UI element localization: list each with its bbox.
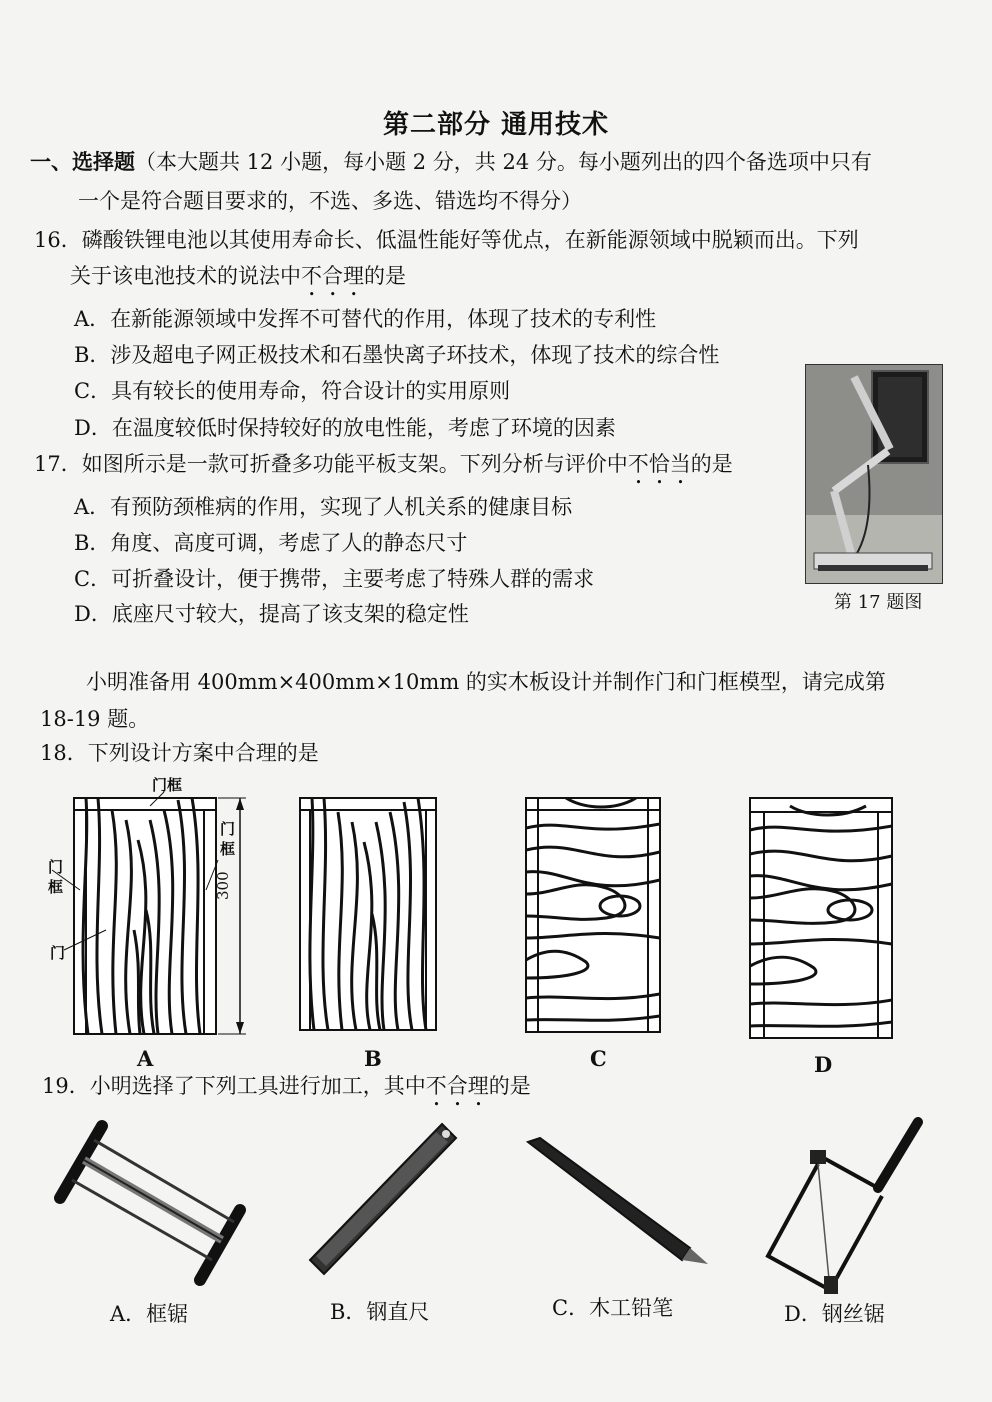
q18-label-frame-left-1: 门: [48, 858, 64, 876]
q16-stem-pre: 关于该电池技术的说法中: [70, 264, 301, 288]
intro-line-1: 小明准备用 400mm×400mm×10mm 的实木板设计并制作门和门框模型，请完成第: [86, 670, 886, 694]
q17-option-a[interactable]: A．有预防颈椎病的作用，实现了人机关系的健康目标: [74, 495, 573, 519]
tool-label-b: B．钢直尺: [330, 1300, 430, 1324]
q18-option-label-d: D: [814, 1052, 833, 1077]
tool-label-a: A．框锯: [110, 1302, 189, 1326]
q19-stem-post: 的是: [488, 1074, 531, 1098]
q18-label-dimension: 300: [214, 871, 232, 900]
section-head: 一、选择题: [30, 149, 135, 174]
q16-option-d[interactable]: D．在温度较低时保持较好的放电性能，考虑了环境的因素: [74, 416, 616, 440]
frame-saw-icon[interactable]: [50, 1118, 250, 1288]
section-desc-2: 一个是符合题目要求的，不选、多选、错选均不得分）: [78, 189, 582, 213]
q17-stem-pre: 17．如图所示是一款可折叠多功能平板支架。下列分析与评价中: [34, 452, 628, 476]
q19-stem-emph: 不合理: [425, 1074, 489, 1098]
q18-design-a[interactable]: [46, 780, 246, 1030]
q17-stem-emph: 不恰当: [627, 452, 691, 476]
q18-design-d[interactable]: [750, 798, 892, 1038]
q18-stem: 18．下列设计方案中合理的是: [40, 741, 319, 765]
q17-option-d[interactable]: D．底座尺寸较大，提高了该支架的稳定性: [74, 602, 469, 626]
steel-ruler-icon[interactable]: [306, 1122, 466, 1282]
q19-stem: [42, 1072, 531, 1111]
q18-label-frame-left-2: 框: [48, 878, 64, 896]
q16-option-a[interactable]: A．在新能源领域中发挥不可替代的作用，体现了技术的专利性: [74, 307, 657, 331]
q19-stem-pre: 19．小明选择了下列工具进行加工，其中: [42, 1074, 426, 1098]
q18-design-b[interactable]: [300, 798, 436, 1030]
q18-label-door: 门: [50, 944, 66, 962]
q17-stem-post: 的是: [690, 452, 733, 476]
q16-stem-1: 16．磷酸铁锂电池以其使用寿命长、低温性能好等优点，在新能源领域中脱颖而出。下列: [34, 228, 859, 252]
q18-design-c[interactable]: [526, 798, 660, 1032]
q17-option-c[interactable]: C．可折叠设计，便于携带，主要考虑了特殊人群的需求: [74, 567, 595, 591]
q17-option-b[interactable]: B．角度、高度可调，考虑了人的静态尺寸: [74, 531, 468, 555]
q18-option-label-c: C: [590, 1046, 607, 1071]
tablet-stand-photo: [805, 364, 943, 584]
tool-label-c: C．木工铅笔: [552, 1296, 674, 1320]
page-title: 第二部分 通用技术: [382, 110, 610, 140]
coping-saw-icon[interactable]: [760, 1116, 930, 1296]
tool-label-d: D．钢丝锯: [784, 1302, 885, 1326]
q18-option-label-a: A: [137, 1046, 154, 1071]
q17-figure-caption: 第 17 题图: [834, 592, 923, 613]
q16-stem-2: [70, 262, 406, 301]
intro-line-2: 18-19 题。: [40, 707, 150, 731]
tablet-stand-illustration: [806, 365, 942, 583]
q16-stem-emph: 不合理: [301, 264, 364, 288]
q18-label-frame-right-1: 门: [220, 820, 236, 838]
section-desc-1: （本大题共 12 小题，每小题 2 分，共 24 分。每小题列出的四个备选项中只有: [135, 150, 872, 174]
q16-option-c[interactable]: C．具有较长的使用寿命，符合设计的实用原则: [74, 379, 511, 403]
section-header: [30, 148, 872, 176]
q16-stem-post: 的是: [364, 264, 406, 288]
q18-label-frame-right-2: 框: [220, 840, 236, 858]
q18-option-label-b: B: [364, 1046, 382, 1071]
q16-option-b[interactable]: B．涉及超电子网正极技术和石墨快离子环技术，体现了技术的综合性: [74, 343, 720, 367]
q17-stem: [34, 450, 733, 489]
carpenter-pencil-icon[interactable]: [522, 1136, 712, 1266]
q18-label-frame-top: 门框: [152, 776, 183, 794]
